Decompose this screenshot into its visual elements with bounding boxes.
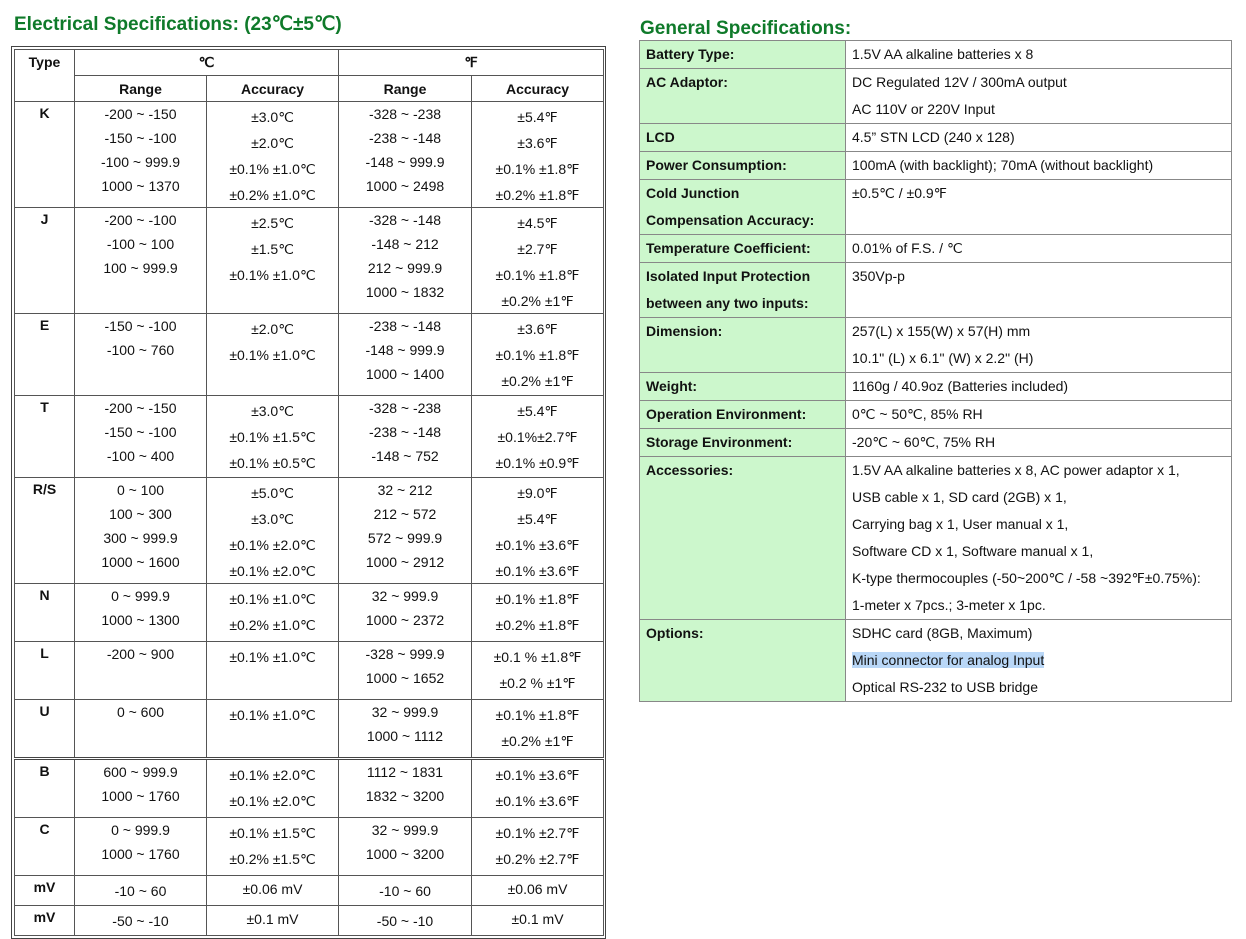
accuracy-value: ±0.1% ±1.0℃ [229, 649, 316, 665]
c-range-cell [75, 396, 207, 478]
accuracy-value: ±0.06 mV [507, 881, 568, 897]
range-value: 1000 ~ 1112 [366, 728, 444, 744]
range-value: -50 ~ -10 [112, 913, 169, 929]
accuracy-value: ±5.4℉ [517, 403, 558, 419]
range-value: -150 ~ -100 [104, 318, 177, 334]
spec-label-line: between any two inputs: [646, 295, 809, 311]
accuracy-value: ±0.1% ±1.8℉ [495, 347, 580, 363]
accuracy-value: ±5.0℃ [251, 485, 294, 501]
accuracy-value: ±0.2% ±1℉ [501, 733, 574, 749]
spec-value-line [852, 235, 1231, 262]
spec-label [640, 263, 846, 318]
c-acc-cell [207, 478, 339, 584]
range-value: 0 ~ 999.9 [111, 822, 170, 838]
spec-label [640, 69, 846, 124]
f-range-cell [339, 102, 472, 208]
f-acc-cell [472, 876, 604, 906]
thermocouple-type: B [15, 759, 75, 818]
f-acc-cell [472, 818, 604, 876]
accuracy-value: ±0.1% ±2.0℃ [229, 537, 316, 553]
f-range-cell [339, 396, 472, 478]
accuracy-value: ±2.5℃ [251, 215, 294, 231]
spec-value-text: USB cable x 1, SD card (2GB) x 1, [852, 489, 1067, 505]
thermocouple-type: mV [15, 876, 75, 906]
range-value: -100 ~ 400 [106, 448, 175, 464]
range-value: -150 ~ -100 [104, 130, 177, 146]
accuracy-value: ±5.4℉ [517, 109, 558, 125]
range-value: 1000 ~ 2372 [365, 612, 445, 628]
spec-label-line: LCD [646, 129, 675, 145]
fahrenheit-range-header: Range [339, 76, 472, 102]
range-value: -328 ~ -148 [369, 212, 442, 228]
accuracy-value: ±0.1% ±2.7℉ [495, 825, 580, 841]
f-range-cell [339, 818, 472, 876]
accuracy-value: ±1.5℃ [251, 241, 294, 257]
spec-value-text: 1.5V AA alkaline batteries x 8, AC power adaptor x 1, [852, 462, 1180, 478]
spec-value [846, 401, 1232, 429]
accuracy-value: ±0.2% ±1.8℉ [495, 187, 580, 203]
spec-label-line: Battery Type: [646, 46, 735, 62]
spec-value-text: Mini connector for analog Input [852, 652, 1045, 668]
spec-value-text: 1.5V AA alkaline batteries x 8 [852, 46, 1034, 62]
spec-value-text: 10.1" (L) x 6.1" (W) x 2.2" (H) [852, 350, 1034, 366]
spec-value [846, 124, 1232, 152]
range-value: 32 ~ 999.9 [371, 822, 439, 838]
f-acc-cell [472, 759, 604, 818]
spec-value-line [852, 69, 1231, 96]
range-value: 1000 ~ 1760 [101, 788, 180, 804]
c-acc-cell [207, 876, 339, 906]
spec-label-line: Storage Environment: [646, 434, 793, 450]
spec-value-line [852, 124, 1231, 151]
spec-value [846, 429, 1232, 457]
range-value: -328 ~ -238 [369, 400, 442, 416]
spec-label [640, 41, 846, 69]
spec-label-line: Cold Junction [646, 185, 740, 201]
accuracy-value: ±3.0℃ [251, 403, 294, 419]
spec-value [846, 69, 1232, 124]
spec-value-text: AC 110V or 220V Input [852, 101, 995, 117]
f-acc-cell [472, 478, 604, 584]
celsius-header: ℃ [75, 50, 339, 76]
general-spec-row [640, 318, 1232, 373]
c-acc-cell [207, 906, 339, 936]
spec-row [15, 818, 604, 876]
spec-label-line: Operation Environment: [646, 406, 807, 422]
accuracy-value: ±0.1 mV [246, 911, 299, 927]
c-range-cell [75, 906, 207, 936]
c-acc-cell [207, 700, 339, 759]
spec-row [15, 584, 604, 642]
range-value: 1000 ~ 3200 [365, 846, 445, 862]
spec-label-line: Isolated Input Protection [646, 268, 811, 284]
range-value: 32 ~ 999.9 [371, 588, 439, 604]
range-value: 1000 ~ 1832 [365, 284, 445, 300]
range-value: -328 ~ 999.9 [365, 646, 445, 662]
f-acc-cell [472, 208, 604, 314]
accuracy-value: ±0.1% ±1.8℉ [495, 161, 580, 177]
c-acc-cell [207, 584, 339, 642]
spec-label-line: Compensation Accuracy: [646, 212, 815, 228]
accuracy-value: ±0.1% ±1.8℉ [495, 591, 580, 607]
accuracy-value: ±0.2% ±1.0℃ [229, 187, 316, 203]
f-range-cell [339, 876, 472, 906]
range-value: 1000 ~ 1400 [365, 366, 445, 382]
range-value: 1000 ~ 1600 [101, 554, 180, 570]
spec-row [15, 906, 604, 936]
accuracy-value: ±0.1 % ±1.8℉ [493, 649, 582, 665]
c-range-cell [75, 818, 207, 876]
accuracy-value: ±3.6℉ [517, 321, 558, 337]
accuracy-value: ±3.0℃ [251, 511, 294, 527]
spec-value-text: 4.5” STN LCD (240 x 128) [852, 129, 1015, 145]
spec-value-text: DC Regulated 12V / 300mA output [852, 74, 1067, 90]
range-value: 1000 ~ 1370 [101, 178, 180, 194]
thermocouple-type: J [15, 208, 75, 314]
c-range-cell [75, 700, 207, 759]
f-acc-cell [472, 396, 604, 478]
range-value: 100 ~ 999.9 [103, 260, 178, 276]
spec-value-line [852, 674, 1231, 701]
spec-value-line [852, 41, 1231, 68]
spec-label-line: Dimension: [646, 323, 723, 339]
spec-row [15, 102, 604, 208]
spec-value-text: Optical RS-232 to USB bridge [852, 679, 1038, 695]
f-range-cell [339, 759, 472, 818]
spec-row [15, 396, 604, 478]
accuracy-value: ±0.1 mV [511, 911, 564, 927]
accuracy-value: ±0.1% ±1.5℃ [229, 429, 316, 445]
accuracy-value: ±0.1% ±2.0℃ [229, 767, 316, 783]
spec-label [640, 429, 846, 457]
range-value: 0 ~ 100 [116, 482, 165, 498]
general-specs-table [639, 40, 1232, 702]
general-spec-row [640, 457, 1232, 620]
range-value: -200 ~ -150 [104, 400, 177, 416]
accuracy-value: ±3.0℃ [251, 109, 294, 125]
accuracy-value: ±0.1% ±1.0℃ [229, 707, 316, 723]
thermocouple-type: T [15, 396, 75, 478]
accuracy-value: ±0.2% ±1℉ [501, 293, 574, 309]
spec-value-text: 0℃ ~ 50℃, 85% RH [852, 406, 983, 422]
spec-label-line: Temperature Coefficient: [646, 240, 811, 256]
general-spec-row [640, 152, 1232, 180]
accuracy-value: ±0.1% ±2.0℃ [229, 793, 316, 809]
spec-row [15, 700, 604, 759]
spec-value-line [852, 538, 1231, 565]
spec-label-line: Weight: [646, 378, 698, 394]
range-value: -148 ~ 212 [371, 236, 439, 252]
range-value: -238 ~ -148 [369, 130, 442, 146]
range-value: -10 ~ 60 [379, 883, 431, 899]
range-value: 572 ~ 999.9 [367, 530, 443, 546]
accuracy-value: ±0.1% ±2.0℃ [229, 563, 316, 579]
range-value: -200 ~ -100 [104, 212, 177, 228]
accuracy-value: ±0.2 % ±1℉ [499, 675, 576, 691]
c-acc-cell [207, 314, 339, 396]
c-range-cell [75, 208, 207, 314]
accuracy-value: ±0.1% ±0.9℉ [495, 455, 580, 471]
accuracy-value: ±0.1% ±3.6℉ [495, 793, 580, 809]
spec-label-line: Power Consumption: [646, 157, 787, 173]
range-value: 1112 ~ 1831 [366, 764, 444, 780]
f-range-cell [339, 314, 472, 396]
range-value: -238 ~ -148 [369, 318, 442, 334]
spec-row [15, 759, 604, 818]
accuracy-value: ±0.2% ±1.8℉ [495, 617, 580, 633]
accuracy-value: ±3.6℉ [517, 135, 558, 151]
spec-value-line [852, 647, 1231, 674]
spec-value-line [852, 401, 1231, 428]
spec-value-text: Carrying bag x 1, User manual x 1, [852, 516, 1069, 532]
general-spec-row [640, 401, 1232, 429]
spec-value-line [852, 429, 1231, 456]
c-range-cell [75, 584, 207, 642]
range-value: -50 ~ -10 [376, 913, 434, 929]
spec-value [846, 457, 1232, 620]
thermocouple-type: R/S [15, 478, 75, 584]
c-acc-cell [207, 818, 339, 876]
range-value: 1832 ~ 3200 [365, 788, 445, 804]
accuracy-value: ±0.1% ±3.6℉ [495, 767, 580, 783]
spec-value-line [852, 96, 1231, 123]
spec-label [640, 152, 846, 180]
range-value: -148 ~ 752 [371, 448, 439, 464]
range-value: 600 ~ 999.9 [103, 764, 178, 780]
accuracy-value: ±0.1% ±1.8℉ [495, 707, 580, 723]
thermocouple-type: L [15, 642, 75, 700]
accuracy-value: ±0.2% ±1.5℃ [229, 851, 316, 867]
range-value: 1000 ~ 2498 [365, 178, 445, 194]
electrical-specs-title: Electrical Specifications: (23℃±5℃) [14, 14, 342, 35]
c-range-cell [75, 102, 207, 208]
spec-label [640, 457, 846, 620]
range-value: 212 ~ 999.9 [367, 260, 443, 276]
c-acc-cell [207, 759, 339, 818]
range-value: 1000 ~ 1300 [101, 612, 180, 628]
thermocouple-type: C [15, 818, 75, 876]
range-value: -200 ~ 900 [106, 646, 175, 662]
spec-value-line [852, 484, 1231, 511]
accuracy-value: ±0.1% ±1.5℃ [229, 825, 316, 841]
spec-value-text: ±0.5℃ / ±0.9℉ [852, 185, 948, 201]
spec-value [846, 152, 1232, 180]
celsius-accuracy-header: Accuracy [207, 76, 339, 102]
general-spec-row [640, 429, 1232, 457]
c-acc-cell [207, 102, 339, 208]
c-acc-cell [207, 208, 339, 314]
range-value: 0 ~ 999.9 [111, 588, 170, 604]
spec-label [640, 235, 846, 263]
accuracy-value: ±0.1%±2.7℉ [497, 429, 578, 445]
range-value: 1000 ~ 2912 [365, 554, 445, 570]
accuracy-value: ±0.1% ±3.6℉ [495, 563, 580, 579]
c-range-cell [75, 478, 207, 584]
spec-label [640, 318, 846, 373]
thermocouple-type: N [15, 584, 75, 642]
f-range-cell [339, 478, 472, 584]
spec-value-line [852, 592, 1231, 619]
f-range-cell [339, 208, 472, 314]
range-value: 300 ~ 999.9 [103, 530, 178, 546]
spec-row [15, 208, 604, 314]
spec-value-text: 350Vp-p [852, 268, 905, 284]
type-header: Type [15, 50, 75, 102]
spec-value-line [852, 345, 1231, 372]
electrical-specs-table [11, 46, 606, 939]
thermocouple-type: E [15, 314, 75, 396]
accuracy-value: ±9.0℉ [517, 485, 558, 501]
accuracy-value: ±0.1% ±1.0℃ [229, 347, 316, 363]
spec-row [15, 478, 604, 584]
f-acc-cell [472, 906, 604, 936]
general-spec-row [640, 69, 1232, 124]
general-spec-row [640, 263, 1232, 318]
range-value: 212 ~ 572 [373, 506, 437, 522]
range-value: 32 ~ 999.9 [371, 704, 439, 720]
f-acc-cell [472, 700, 604, 759]
spec-value-text: 257(L) x 155(W) x 57(H) mm [852, 323, 1031, 339]
general-spec-row [640, 41, 1232, 69]
range-value: -328 ~ -238 [369, 106, 442, 122]
spec-label-line: Options: [646, 625, 704, 641]
spec-label-line: AC Adaptor: [646, 74, 728, 90]
accuracy-value: ±2.0℃ [251, 135, 294, 151]
range-value: 100 ~ 300 [109, 506, 172, 522]
f-acc-cell [472, 642, 604, 700]
range-value: 1000 ~ 1652 [365, 670, 445, 686]
range-value: -238 ~ -148 [369, 424, 442, 440]
accuracy-value: ±0.1% ±1.0℃ [229, 161, 316, 177]
c-range-cell [75, 759, 207, 818]
f-range-cell [339, 906, 472, 936]
range-value: -100 ~ 760 [106, 342, 175, 358]
celsius-range-header: Range [75, 76, 207, 102]
spec-row [15, 876, 604, 906]
general-spec-row [640, 180, 1232, 235]
range-value: -100 ~ 100 [106, 236, 175, 252]
spec-value [846, 263, 1232, 318]
range-value: -200 ~ -150 [104, 106, 177, 122]
accuracy-value: ±2.0℃ [251, 321, 294, 337]
f-range-cell [339, 584, 472, 642]
spec-value [846, 41, 1232, 69]
range-value: 1000 ~ 1760 [101, 846, 180, 862]
accuracy-value: ±0.1% ±0.5℃ [229, 455, 316, 471]
spec-label-line: Accessories: [646, 462, 734, 478]
range-value: -150 ~ -100 [104, 424, 177, 440]
thermocouple-type: mV [15, 906, 75, 936]
f-range-cell [339, 700, 472, 759]
spec-value-text: -20℃ ~ 60℃, 75% RH [852, 434, 996, 450]
range-value: -10 ~ 60 [114, 883, 167, 899]
accuracy-value: ±0.2% ±1℉ [501, 373, 574, 389]
spec-value [846, 235, 1232, 263]
spec-value-line [852, 318, 1231, 345]
spec-row [15, 314, 604, 396]
c-acc-cell [207, 642, 339, 700]
accuracy-value: ±0.2% ±2.7℉ [495, 851, 580, 867]
spec-value-text: 1160g / 40.9oz (Batteries included) [852, 378, 1069, 394]
fahrenheit-accuracy-header: Accuracy [472, 76, 604, 102]
spec-value [846, 373, 1232, 401]
spec-value-text: 100mA (with backlight); 70mA (without backlight) [852, 157, 1154, 173]
spec-value [846, 318, 1232, 373]
spec-value-line [852, 511, 1231, 538]
spec-value-text: 0.01% of F.S. / ℃ [852, 240, 963, 256]
general-spec-row [640, 620, 1232, 702]
spec-value [846, 620, 1232, 702]
c-range-cell [75, 314, 207, 396]
general-spec-row [640, 124, 1232, 152]
thermocouple-type: U [15, 700, 75, 759]
accuracy-value: ±0.1% ±1.0℃ [229, 267, 316, 283]
fahrenheit-header: ℉ [339, 50, 604, 76]
range-value: -148 ~ 999.9 [365, 342, 445, 358]
range-value: -148 ~ 999.9 [365, 154, 445, 170]
spec-label [640, 620, 846, 702]
accuracy-value: ±0.2% ±1.0℃ [229, 617, 316, 633]
accuracy-value: ±2.7℉ [517, 241, 558, 257]
accuracy-value: ±4.5℉ [517, 215, 558, 231]
spec-row [15, 642, 604, 700]
c-range-cell [75, 642, 207, 700]
range-value: 32 ~ 212 [377, 482, 433, 498]
f-range-cell [339, 642, 472, 700]
general-spec-row [640, 235, 1232, 263]
f-acc-cell [472, 102, 604, 208]
accuracy-value: ±0.1% ±1.0℃ [229, 591, 316, 607]
spec-value-text: Software CD x 1, Software manual x 1, [852, 543, 1094, 559]
spec-label [640, 401, 846, 429]
spec-label [640, 373, 846, 401]
spec-value-text: 1-meter x 7pcs.; 3-meter x 1pc. [852, 597, 1046, 613]
accuracy-value: ±0.06 mV [242, 881, 303, 897]
c-acc-cell [207, 396, 339, 478]
spec-value-line [852, 457, 1231, 484]
spec-value-line [852, 180, 1231, 207]
accuracy-value: ±0.1% ±1.8℉ [495, 267, 580, 283]
spec-value-line [852, 152, 1231, 179]
accuracy-value: ±0.1% ±3.6℉ [495, 537, 580, 553]
spec-value [846, 180, 1232, 235]
c-range-cell [75, 876, 207, 906]
thermocouple-type: K [15, 102, 75, 208]
range-value: -100 ~ 999.9 [100, 154, 180, 170]
spec-value-line [852, 620, 1231, 647]
f-acc-cell [472, 584, 604, 642]
general-spec-row [640, 373, 1232, 401]
spec-value-text: K-type thermocouples (-50~200℃ / -58 ~392℉±0.75%): [852, 570, 1201, 586]
spec-value-text: SDHC card (8GB, Maximum) [852, 625, 1033, 641]
spec-value-line [852, 263, 1231, 290]
spec-value-line [852, 565, 1231, 592]
spec-label [640, 124, 846, 152]
spec-label [640, 180, 846, 235]
range-value: 0 ~ 600 [116, 704, 165, 720]
f-acc-cell [472, 314, 604, 396]
spec-value-line [852, 373, 1231, 400]
accuracy-value: ±5.4℉ [517, 511, 558, 527]
general-specs-title: General Specifications: [640, 18, 852, 39]
